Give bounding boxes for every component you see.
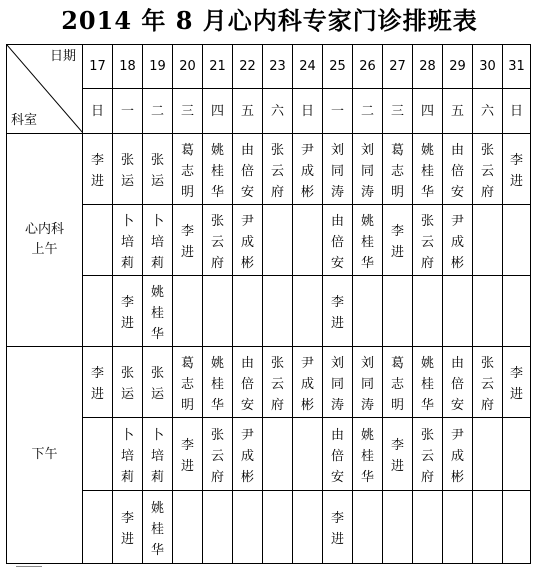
schedule-cell	[113, 418, 143, 491]
schedule-cell	[233, 134, 263, 205]
doctor-name: 张云府	[481, 355, 495, 413]
schedule-cell	[473, 491, 503, 564]
doctor-name: 刘同涛	[331, 142, 345, 200]
doctor-name: 姚桂华	[211, 355, 225, 413]
doctor-name: 由倍安	[451, 355, 465, 413]
doctor-name: 李进	[391, 224, 405, 260]
weekday-cell: 日	[293, 89, 323, 134]
schedule-cell	[323, 276, 353, 347]
doctor-name: 由倍安	[331, 213, 345, 271]
weekday-cell: 一	[113, 89, 143, 134]
schedule-cell	[413, 205, 443, 276]
doctor-name: 张云府	[421, 213, 435, 271]
schedule-cell	[353, 491, 383, 564]
weekday-cell: 三	[383, 89, 413, 134]
date-cell: 28	[413, 45, 443, 89]
date-cell: 21	[203, 45, 233, 89]
schedule-cell	[233, 205, 263, 276]
doctor-name: 李进	[91, 366, 105, 402]
schedule-cell	[143, 134, 173, 205]
schedule-cell	[413, 276, 443, 347]
doctor-name: 葛志明	[181, 355, 195, 413]
schedule-row	[7, 347, 531, 418]
schedule-cell	[323, 491, 353, 564]
doctor-name: 姚桂华	[421, 355, 435, 413]
weekday-cell: 五	[443, 89, 473, 134]
date-cell: 23	[263, 45, 293, 89]
doctor-name: 由倍安	[451, 142, 465, 200]
date-cell: 24	[293, 45, 323, 89]
date-cell: 25	[323, 45, 353, 89]
doctor-name: 李进	[121, 295, 135, 331]
date-cell: 19	[143, 45, 173, 89]
schedule-cell	[203, 205, 233, 276]
weekday-cell: 三	[173, 89, 203, 134]
schedule-cell	[383, 418, 413, 491]
doctor-name: 姚桂华	[361, 427, 375, 485]
doctor-name: 姚桂华	[151, 284, 165, 342]
weekday-cell: 二	[143, 89, 173, 134]
schedule-cell	[143, 347, 173, 418]
schedule-cell	[443, 347, 473, 418]
page-title: 2014 年 8 月心内科专家门诊排班表	[61, 6, 478, 35]
schedule-cell	[143, 205, 173, 276]
schedule-cell	[293, 491, 323, 564]
schedule-cell	[113, 347, 143, 418]
schedule-cell	[323, 205, 353, 276]
dept-header-label: 科室	[11, 113, 38, 128]
doctor-name: 由倍安	[241, 142, 255, 200]
schedule-cell	[473, 205, 503, 276]
weekday-cell: 四	[203, 89, 233, 134]
doctor-name: 葛志明	[181, 142, 195, 200]
schedule-cell	[383, 276, 413, 347]
schedule-cell	[293, 276, 323, 347]
doctor-name: 姚桂华	[361, 213, 375, 271]
doctor-name: 卜培莉	[121, 427, 135, 485]
date-cell: 27	[383, 45, 413, 89]
schedule-cell	[203, 418, 233, 491]
schedule-cell	[443, 491, 473, 564]
doctor-name: 张运	[121, 153, 135, 189]
date-cell: 31	[503, 45, 531, 89]
schedule-cell	[203, 491, 233, 564]
doctor-name: 卜培莉	[151, 427, 165, 485]
doctor-name: 张运	[151, 366, 165, 402]
weekday-cell: 四	[413, 89, 443, 134]
weekday-cell: 二	[353, 89, 383, 134]
schedule-cell	[173, 491, 203, 564]
date-cell: 29	[443, 45, 473, 89]
header-corner-cell	[7, 45, 83, 134]
schedule-row	[7, 205, 531, 276]
schedule-cell	[173, 134, 203, 205]
schedule-cell	[293, 134, 323, 205]
schedule-cell	[353, 276, 383, 347]
weekday-cell: 日	[503, 89, 531, 134]
doctor-name: 张云府	[211, 427, 225, 485]
schedule-cell	[503, 205, 531, 276]
schedule-cell	[413, 418, 443, 491]
doctor-name: 张云府	[421, 427, 435, 485]
doctor-name: 葛志明	[391, 355, 405, 413]
schedule-row	[7, 491, 531, 564]
doctor-name: 尹成彬	[451, 213, 465, 271]
schedule-cell	[263, 134, 293, 205]
doctor-name: 刘同涛	[361, 142, 375, 200]
schedule-cell	[173, 276, 203, 347]
schedule-cell	[173, 205, 203, 276]
doctor-name: 姚桂华	[211, 142, 225, 200]
schedule-cell	[203, 347, 233, 418]
schedule-cell	[113, 276, 143, 347]
schedule-table	[6, 44, 531, 564]
doctor-name: 李进	[181, 224, 195, 260]
page-edge-mark	[16, 566, 42, 567]
schedule-cell	[443, 418, 473, 491]
schedule-cell	[383, 347, 413, 418]
schedule-cell	[173, 418, 203, 491]
session-name: 上午	[31, 242, 58, 257]
doctor-name: 刘同涛	[331, 355, 345, 413]
schedule-cell	[503, 418, 531, 491]
doctor-name: 刘同涛	[361, 355, 375, 413]
schedule-cell	[443, 205, 473, 276]
schedule-cell	[83, 134, 113, 205]
schedule-cell	[293, 347, 323, 418]
doctor-name: 姚桂华	[421, 142, 435, 200]
session-name: 下午	[31, 447, 58, 462]
schedule-cell	[443, 276, 473, 347]
date-cell: 26	[353, 45, 383, 89]
schedule-cell	[113, 134, 143, 205]
doctor-name: 尹成彬	[301, 355, 315, 413]
doctor-name: 李进	[510, 153, 524, 189]
schedule-cell	[263, 276, 293, 347]
doctor-name: 张云府	[481, 142, 495, 200]
schedule-cell	[323, 418, 353, 491]
schedule-cell	[293, 205, 323, 276]
schedule-cell	[353, 418, 383, 491]
schedule-row	[7, 276, 531, 347]
schedule-cell	[473, 276, 503, 347]
schedule-cell	[323, 134, 353, 205]
doctor-name: 尹成彬	[301, 142, 315, 200]
schedule-cell	[413, 134, 443, 205]
schedule-cell	[503, 276, 531, 347]
doctor-name: 由倍安	[241, 355, 255, 413]
section-label-cell	[7, 134, 83, 347]
schedule-cell	[353, 205, 383, 276]
schedule-cell	[293, 418, 323, 491]
schedule-row	[7, 134, 531, 205]
doctor-name: 葛志明	[391, 142, 405, 200]
doctor-name: 李进	[91, 153, 105, 189]
doctor-name: 尹成彬	[241, 427, 255, 485]
schedule-cell	[143, 418, 173, 491]
doctor-name: 由倍安	[331, 427, 345, 485]
doctor-name: 李进	[121, 511, 135, 547]
schedule-cell	[143, 276, 173, 347]
doctor-name: 张云府	[271, 355, 285, 413]
schedule-cell	[83, 491, 113, 564]
schedule-cell	[473, 418, 503, 491]
date-cell: 30	[473, 45, 503, 89]
schedule-cell	[113, 205, 143, 276]
date-header-label: 日期	[49, 49, 76, 64]
schedule-cell	[413, 347, 443, 418]
schedule-row	[7, 418, 531, 491]
schedule-cell	[233, 418, 263, 491]
schedule-cell	[263, 491, 293, 564]
schedule-cell	[263, 418, 293, 491]
weekday-cell: 一	[323, 89, 353, 134]
doctor-name: 张运	[151, 153, 165, 189]
schedule-cell	[203, 276, 233, 347]
schedule-cell	[503, 491, 531, 564]
dept-name: 心内科	[24, 222, 64, 237]
schedule-cell	[203, 134, 233, 205]
schedule-cell	[473, 134, 503, 205]
schedule-cell	[83, 418, 113, 491]
weekday-cell: 五	[233, 89, 263, 134]
weekday-cell: 六	[473, 89, 503, 134]
schedule-cell	[83, 205, 113, 276]
schedule-cell	[503, 134, 531, 205]
doctor-name: 尹成彬	[241, 213, 255, 271]
schedule-cell	[473, 347, 503, 418]
doctor-name: 张云府	[211, 213, 225, 271]
schedule-cell	[443, 134, 473, 205]
date-cell: 17	[83, 45, 113, 89]
doctor-name: 卜培莉	[151, 213, 165, 271]
schedule-cell	[173, 347, 203, 418]
doctor-name: 尹成彬	[451, 427, 465, 485]
schedule-cell	[113, 491, 143, 564]
date-cell: 22	[233, 45, 263, 89]
weekday-cell: 日	[83, 89, 113, 134]
schedule-cell	[143, 491, 173, 564]
schedule-cell	[83, 276, 113, 347]
date-cell: 20	[173, 45, 203, 89]
schedule-cell	[353, 347, 383, 418]
schedule-cell	[413, 491, 443, 564]
doctor-name: 张运	[121, 366, 135, 402]
schedule-cell	[353, 134, 383, 205]
schedule-cell	[233, 276, 263, 347]
date-cell: 18	[113, 45, 143, 89]
schedule-cell	[383, 134, 413, 205]
schedule-cell	[503, 347, 531, 418]
schedule-cell	[323, 347, 353, 418]
schedule-cell	[383, 491, 413, 564]
doctor-name: 李进	[331, 511, 345, 547]
schedule-cell	[263, 347, 293, 418]
schedule-cell	[233, 347, 263, 418]
doctor-name: 卜培莉	[121, 213, 135, 271]
schedule-cell	[383, 205, 413, 276]
schedule-cell	[233, 491, 263, 564]
schedule-cell	[263, 205, 293, 276]
doctor-name: 李进	[510, 366, 524, 402]
doctor-name: 李进	[331, 295, 345, 331]
weekday-cell: 六	[263, 89, 293, 134]
doctor-name: 李进	[391, 438, 405, 474]
section-label-cell	[7, 347, 83, 564]
doctor-name: 张云府	[271, 142, 285, 200]
doctor-name: 李进	[181, 438, 195, 474]
schedule-cell	[83, 347, 113, 418]
doctor-name: 姚桂华	[151, 500, 165, 558]
